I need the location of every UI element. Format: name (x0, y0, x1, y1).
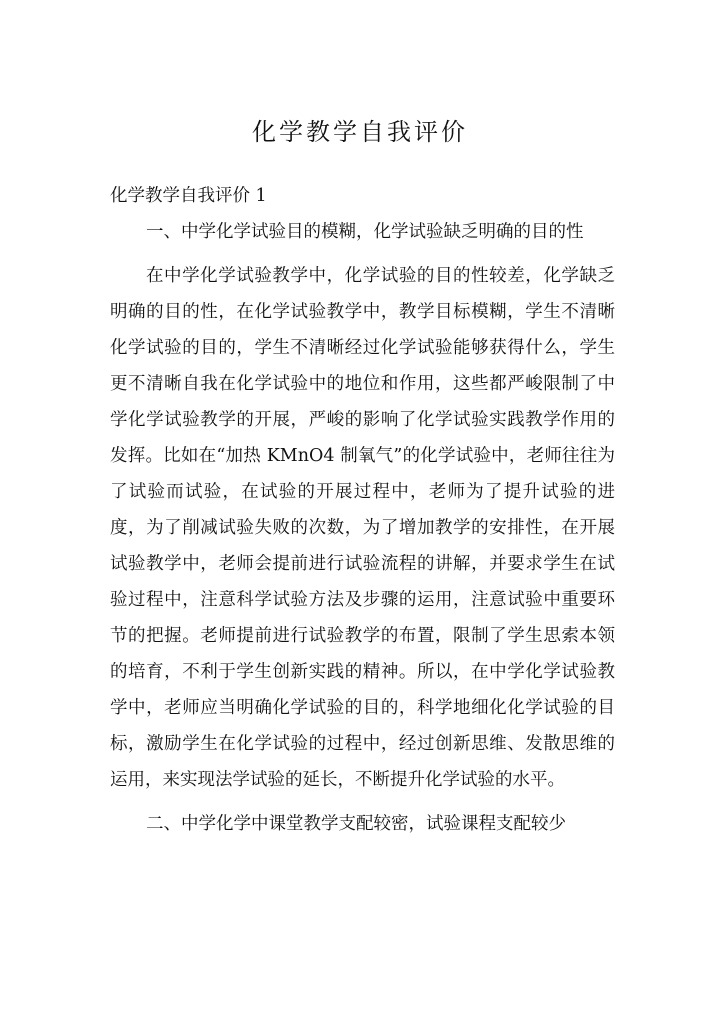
heading-two: 二、中学化学中课堂教学支配较密，试验课程支配较少 (146, 814, 566, 834)
document-title: 化学教学自我评价 (252, 118, 468, 146)
section-heading: 化学教学自我评价 1 (110, 186, 267, 206)
document-body (110, 178, 615, 842)
heading-one: 一、中学化学试验目的模糊，化学试验缺乏明确的目的性 (146, 222, 584, 242)
paragraph-one: 在中学化学试验教学中，化学试验的目的性较差，化学缺乏明确的目的性，在化学试验教学中，教学目标模糊，学生不清晰化学试验的目的，学生不清晰经过化学试验能够获得什么，学生更不清晰自我在化学试验中的地位和作用，这些都严峻限制了中学化学试验教学的开展，严峻的影响了化学试验实践教学作用的发挥。比如在“加热 KMnO4 制氧气”的化学试验中，老师往往为了试验而试验，在试验的开展过程中，老师为了提升试验的进度，为了削减试验失败的次数，为了增加教学的安排性，在开展试验教学中，老师会提前进行试验流程的讲解，并要求学生在试验过程中，注意科学试验方法及步骤的运用，注意试验中重要环节的把握。老师提前进行试验教学的布置，限制了学生思索本领的培育，不利于学生创新实践的精神。所以，在中学化学试验教学中，老师应当明确化学试验的目的，科学地细化化学试验的目标，激励学生在化学试验的过程中，经过创新思维、发散思维的运用，来实现法学试验的延长，不断提升化学试验的水平。 (110, 266, 615, 790)
